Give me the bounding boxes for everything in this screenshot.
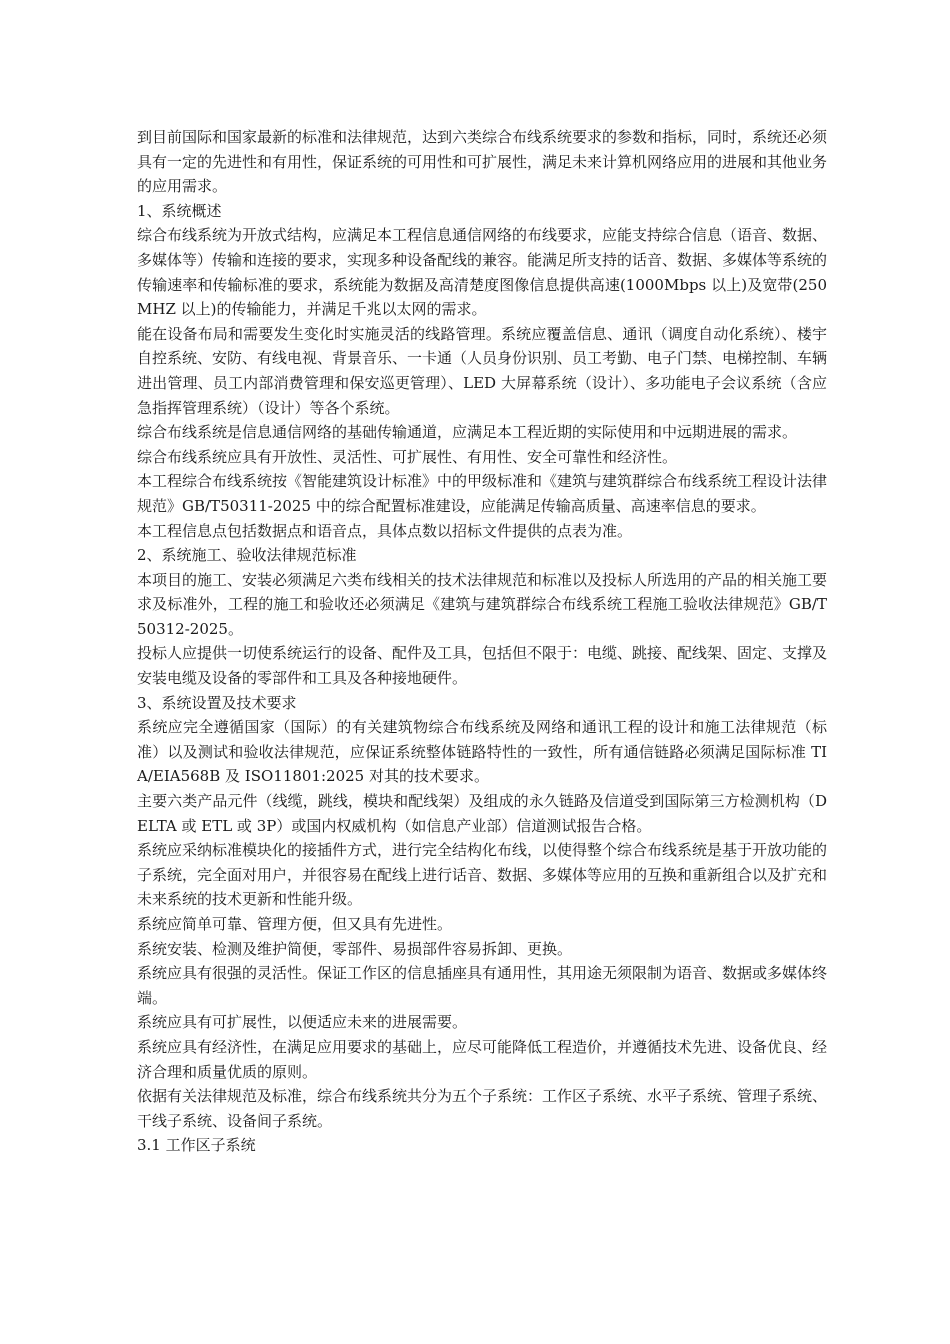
paragraph-acceptance-equipment: 投标人应提供一切使系统运行的设备、配件及工具，包括但不限于：电缆、跳接、配线架、固定、支撑及安装电缆及设备的零部件和工具及各种接地硬件。: [137, 644, 828, 688]
paragraph-requirements-maintenance: 系统安装、检测及维护简便，零部件、易损部件容易拆卸、更换。: [137, 939, 573, 958]
paragraph-requirements-flexibility: 系统应具有很强的灵活性。保证工作区的信息插座具有通用性，其用途无须限制为语音、数据或多媒体终端。: [137, 964, 828, 1007]
paragraph-requirements-modular: 系统应采纳标准模块化的接插件方式，进行完全结构化布线，以使得整个综合布线系统是基于开放功能的子系统，完全面对用户，并很容易在配线上进行话音、数据、多媒体等应用的互换和重新组合以及扩充和未来系统的技术更新和性能升级。: [137, 841, 828, 909]
paragraph-requirements-economy: 系统应具有经济性，在满足应用要求的基础上，应尽可能降低工程造价，并遵循技术先进、设备优良、经济合理和质量优质的原则。: [137, 1037, 828, 1081]
section-heading-acceptance: 2、系统施工、验收法律规范标准: [137, 546, 357, 565]
paragraph-overview-points: 本工程信息点包括数据点和语音点，具体点数以招标文件提供的点表为准。: [137, 521, 633, 540]
paragraph-overview-standards: 本工程综合布线系统按《智能建筑设计标准》中的甲级标准和《建筑与建筑群综合布线系统工程设计法律规范》GB/T50311-2025 中的综合配置标准建设，应能满足传输高质量、高速率信息的要求。: [137, 472, 828, 515]
paragraph-acceptance-install: 本项目的施工、安装必须满足六类布线相关的技术法律规范和标准以及投标人所选用的产品的相关施工要求及标准外，工程的施工和验收还必须满足《建筑与建筑群综合布线系统工程施工验收法律规范》GB/T50312-2025。: [137, 570, 828, 638]
paragraph-requirements-scalability: 系统应具有可扩展性，以便适应未来的进展需要。: [137, 1013, 468, 1032]
paragraph-intro: 到目前国际和国家最新的标准和法律规范，达到六类综合布线系统要求的参数和指标，同时，系统还必须具有一定的先进性和有用性，保证系统的可用性和可扩展性，满足未来计算机网络应用的进展和其他业务的应用需求。: [137, 128, 828, 196]
paragraph-overview-structure: 综合布线系统为开放式结构，应满足本工程信息通信网络的布线要求，应能支持综合信息（语音、数据、多媒体等）传输和连接的要求，实现多种设备配线的兼容。能满足所支持的话音、数据、多媒体等系统的传输速率和传输标准的要求，系统能为数据及高清楚度图像信息提供高速(1000Mbps 以上)及宽带(250MHZ 以上)的传输能力，并满足千兆以太网的需求。: [137, 226, 828, 319]
paragraph-overview-properties: 综合布线系统应具有开放性、灵活性、可扩展性、有用性、安全可靠性和经济性。: [137, 447, 678, 466]
paragraph-overview-foundation: 综合布线系统是信息通信网络的基础传输通道，应满足本工程近期的实际使用和中远期进展的需求。: [137, 423, 798, 442]
section-heading-requirements: 3、系统设置及技术要求: [137, 693, 297, 712]
paragraph-requirements-testing: 主要六类产品元件（线缆，跳线，模块和配线架）及组成的永久链路及信道受到国际第三方检测机构（DELTA 或 ETL 或 3P）或国内权威机构（如信息产业部）信道测试报告合格。: [137, 792, 827, 835]
paragraph-requirements-reliable: 系统应简单可靠、管理方便，但又具有先进性。: [137, 915, 453, 933]
paragraph-requirements-subsystems: 依据有关法律规范及标准，综合布线系统共分为五个子系统：工作区子系统、水平子系统、管理子系统、干线子系统、设备间子系统。: [137, 1087, 828, 1130]
section-heading-overview: 1、系统概述: [137, 201, 222, 220]
paragraph-requirements-compliance: 系统应完全遵循国家（国际）的有关建筑物综合布线系统及网络和通讯工程的设计和施工法律规范（标准）以及测试和验收法律规范，应保证系统整体链路特性的一致性，所有通信链路必须满足国际标准 TIA/EIA568B 及 ISO11801:2025 对其的技术要求。: [137, 718, 827, 786]
subsection-heading-work-area: 3.1 工作区子系统: [137, 1136, 256, 1155]
paragraph-overview-management: 能在设备布局和需要发生变化时实施灵活的线路管理。系统应覆盖信息、通讯（调度自动化系统）、楼宇自控系统、安防、有线电视、背景音乐、一卡通（人员身份识别、员工考勤、电子门禁、电梯控制、车辆进出管理、员工内部消费管理和保安巡更管理）、LED 大屏幕系统（设计）、多功能电子会议系统（含应急指挥管理系统）（设计）等各个系统。: [137, 324, 828, 417]
document-page: [137, 125, 827, 1158]
